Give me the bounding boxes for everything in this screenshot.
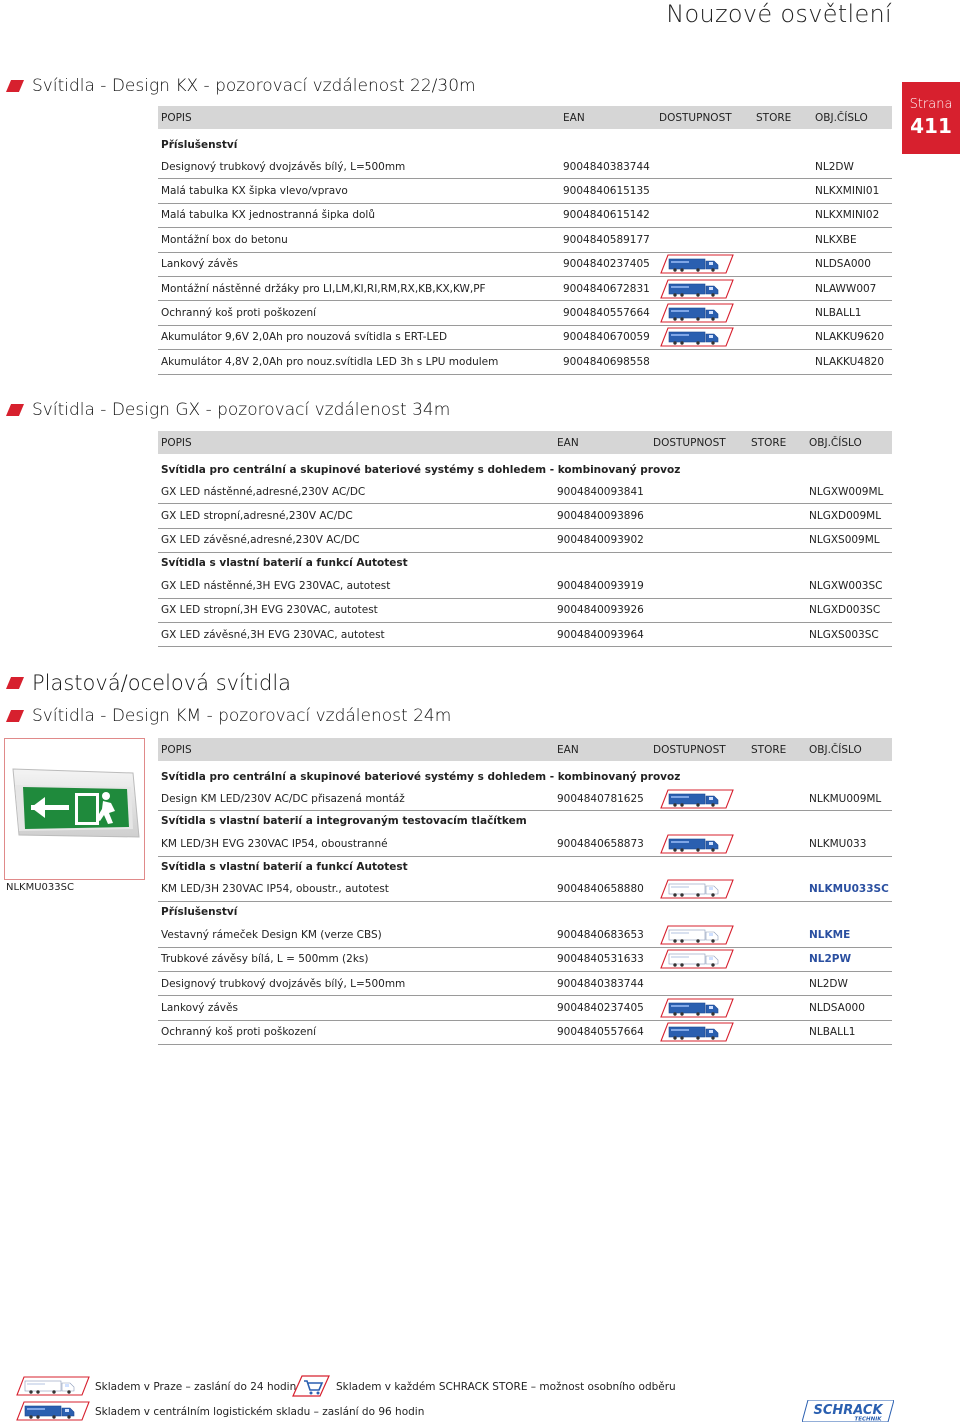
- product-image-caption: NLKMU033SC: [6, 882, 74, 893]
- schrack-logo: [802, 1400, 894, 1422]
- category-row: Svítidla pro centrální a skupinové bateriové systémy s dohledem - kombinovaný provoz: [161, 771, 681, 783]
- table-row: Vestavný rámeček Design KM (verze CBS) 9004840683653 NLKME: [158, 923, 892, 947]
- table-header: POPIS EAN DOSTUPNOST STORE OBJ.ČÍSLO: [158, 106, 892, 129]
- page-badge-label: Strana: [909, 97, 953, 112]
- table-km: [158, 738, 892, 1045]
- table-row: KM LED/3H 230VAC IP54, oboustr., autotest 9004840658880 NLKMU033SC: [158, 878, 892, 902]
- product-image-exit-sign: [4, 738, 145, 880]
- svg-text:SCHRACK: SCHRACK: [813, 1403, 883, 1418]
- table-row: GX LED závěsné,adresné,230V AC/DC 9004840093902 NLGXS009ML: [158, 529, 892, 553]
- category-row: Svítidla s vlastní baterií a integrovaným testovacím tlačítkem: [161, 815, 527, 828]
- truck-icon: [660, 254, 734, 274]
- truck-icon: [660, 998, 734, 1018]
- shopping-cart-icon: [292, 1375, 330, 1397]
- table-row: GX LED stropní,3H EVG 230VAC, autotest 9004840093926 NLGXD003SC: [158, 599, 892, 623]
- truck-icon: [660, 949, 734, 969]
- table-row: Designový trubkový dvojzávěs bílý, L=500mm 9004840383744 NL2DW: [158, 972, 892, 996]
- table-row: Designový trubkový dvojzávěs bílý, L=500mm 9004840383744 NL2DW: [158, 155, 892, 179]
- table-row: GX LED nástěnné,adresné,230V AC/DC 9004840093841 NLGXW009ML: [158, 480, 892, 504]
- table-header: POPIS EAN DOSTUPNOST STORE OBJ.ČÍSLO: [158, 431, 892, 454]
- table-row: Design KM LED/230V AC/DC přisazená montáž 9004840781625 NLKMU009ML: [158, 787, 892, 811]
- legend-central: Skladem v centrálním logistickém skladu – zaslání do 96 hodin: [95, 1406, 425, 1418]
- table-header: POPIS EAN DOSTUPNOST STORE OBJ.ČÍSLO: [158, 738, 892, 761]
- section-marker-icon: [6, 404, 24, 416]
- page-title: Nouzové osvětlení: [666, 0, 892, 28]
- truck-white-icon: [16, 1376, 90, 1396]
- section-marker-icon: [6, 710, 24, 722]
- svg-text:TECHNIK: TECHNIK: [854, 1416, 882, 1422]
- table-row: Akumulátor 4,8V 2,0Ah pro nouz.svítidla LED 3h s LPU modulem 9004840698558 NLAKKU4820: [158, 350, 892, 374]
- section-title-plastic: Plastová/ocelová svítidla: [6, 671, 291, 695]
- table-row: Ochranný koš proti poškození 9004840557664 NLBALL1: [158, 301, 892, 325]
- table-row: Montážní nástěnné držáky pro LI,LM,KI,RI,RM,RX,KB,KX,KW,PF 9004840672831 NLAWW007: [158, 277, 892, 301]
- exit-sign-illustration: [5, 739, 144, 879]
- footer-legend: [0, 1372, 960, 1427]
- page-badge-number: 411: [910, 114, 952, 138]
- table-kx: [158, 106, 892, 375]
- category-row: Příslušenství: [161, 139, 238, 151]
- table-row: Malá tabulka KX šipka vlevo/vpravo 9004840615135 NLKXMINI01: [158, 179, 892, 203]
- legend-store: Skladem v každém SCHRACK STORE – možnost osobního odběru: [336, 1381, 676, 1393]
- truck-icon: [660, 303, 734, 323]
- section-title-gx: Svítidla - Design GX - pozorovací vzdálenost 34m: [6, 400, 450, 420]
- truck-blue-icon: [16, 1401, 90, 1421]
- table-row: Lankový závěs 9004840237405 NLDSA000: [158, 996, 892, 1020]
- section-title-kx: Svítidla - Design KX - pozorovací vzdálenost 22/30m: [6, 76, 476, 96]
- category-row: Svítidla s vlastní baterií a funkcí Autotest: [161, 557, 408, 570]
- table-row: GX LED stropní,adresné,230V AC/DC 9004840093896 NLGXD009ML: [158, 504, 892, 528]
- truck-icon: [660, 279, 734, 299]
- page-number-badge: [902, 82, 960, 154]
- category-row: Příslušenství: [161, 906, 238, 919]
- table-row: Lankový závěs 9004840237405 NLDSA000: [158, 253, 892, 277]
- table-row: KM LED/3H EVG 230VAC IP54, oboustranné 9004840658873 NLKMU033: [158, 832, 892, 856]
- table-gx: [158, 431, 892, 647]
- category-row: Svítidla pro centrální a skupinové bateriové systémy s dohledem - kombinovaný provoz: [161, 464, 681, 476]
- legend-prague: Skladem v Praze – zaslání do 24 hodin: [95, 1381, 297, 1393]
- truck-icon: [660, 834, 734, 854]
- truck-icon: [660, 327, 734, 347]
- table-row: GX LED závěsné,3H EVG 230VAC, autotest 9004840093964 NLGXS003SC: [158, 623, 892, 647]
- truck-icon: [660, 789, 734, 809]
- table-row: Akumulátor 9,6V 2,0Ah pro nouzová svítidla s ERT-LED 9004840670059 NLAKKU9620: [158, 326, 892, 350]
- section-marker-icon: [6, 677, 24, 689]
- table-row: Malá tabulka KX jednostranná šipka dolů 9004840615142 NLKXMINI02: [158, 204, 892, 228]
- section-title-km: Svítidla - Design KM - pozorovací vzdálenost 24m: [6, 706, 451, 726]
- truck-icon: [660, 1022, 734, 1042]
- table-row: Ochranný koš proti poškození 9004840557664 NLBALL1: [158, 1021, 892, 1045]
- truck-icon: [660, 879, 734, 899]
- truck-icon: [660, 925, 734, 945]
- category-row: Svítidla s vlastní baterií a funkcí Autotest: [161, 860, 408, 873]
- table-row: Trubkové závěsy bílá, L = 500mm (2ks) 9004840531633 NL2PW: [158, 948, 892, 972]
- section-marker-icon: [6, 80, 24, 92]
- table-row: Montážní box do betonu 9004840589177 NLKXBE: [158, 228, 892, 252]
- table-row: GX LED nástěnné,3H EVG 230VAC, autotest 9004840093919 NLGXW003SC: [158, 574, 892, 598]
